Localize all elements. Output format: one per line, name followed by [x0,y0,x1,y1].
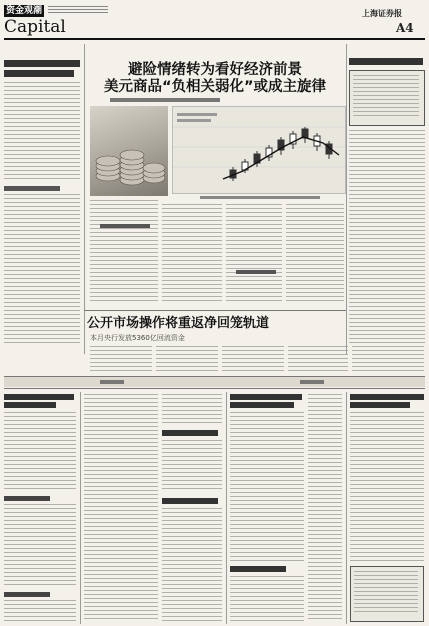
infobox-text [354,571,418,615]
column-divider [346,44,347,354]
main-body-col3 [226,204,282,304]
second-body-col5 [352,346,424,372]
bottom-col4-text [230,576,304,622]
main-subhead-bar [236,270,276,274]
main-body-col4 [286,204,344,304]
column-divider [84,44,85,354]
column-title-en: Capital [4,17,66,37]
candlesticks [230,127,332,181]
left-column [4,44,82,354]
bottom-col3-text [162,508,222,622]
bottom-col6-infobox [350,566,424,622]
masthead-dateline [48,6,108,15]
bottom-col6-headline [350,402,410,408]
ad-strip-label [300,380,324,384]
bottom-col1-text [4,600,76,622]
bottom-col5-text [308,394,342,622]
fx-chart-svg [173,107,345,193]
right-headline-bar [349,58,423,65]
column-divider [80,392,81,624]
bottom-col6-text [350,412,424,562]
main-headline [87,62,343,96]
fx-chart-graphic [172,106,346,194]
masthead [0,0,429,40]
byline-bar [110,98,220,102]
page-number: A4 [396,21,414,35]
left-body-text [4,194,80,344]
bottom-col1-text [4,504,76,588]
bottom-col4-headline [230,394,302,400]
bottom-col1-headline [4,394,74,400]
masthead-rule [4,38,425,40]
coins-illustration [90,106,168,196]
quote-box [349,70,425,126]
left-headline-bar [4,60,80,67]
bottom-col1-headline [4,402,56,408]
chart-legend-bar [177,113,217,116]
left-subhead-bar [4,186,60,191]
second-body-col1 [90,346,152,372]
column-divider [226,392,227,624]
ad-strip [4,377,425,387]
bottom-col3-headline [162,498,218,504]
left-body-text [4,82,80,180]
main-subhead-bar [100,224,150,228]
bottom-col1-text [4,412,76,492]
bottom-col3-text [162,440,222,492]
column-divider [346,392,347,624]
bottom-col1-subhead [4,496,50,501]
bottom-col3-headline [162,430,218,436]
column-title: 资金观潮 [5,6,42,16]
section-rule [84,310,346,311]
right-column [349,44,425,354]
main-headline-line1: 避险情绪转为看好经济前景 [128,62,302,78]
chart-legend-bar [177,119,211,122]
bottom-col4-subhead [230,566,286,572]
left-headline-bar [4,70,74,77]
bottom-col4-headline [230,402,294,408]
second-subheadline: 本月央行发放5360亿回流资金 [90,334,185,342]
bottom-col6-headline [350,394,424,400]
second-headline: 公开市场操作将重返净回笼轨道 [87,316,270,331]
ad-strip-bottom [4,388,425,389]
bottom-col4-text [230,412,304,562]
second-body-col2 [156,346,218,372]
second-body-col3 [222,346,284,372]
bottom-col3-text [162,394,222,424]
second-body-col4 [288,346,348,372]
paper-name: 上海证券报 [362,8,402,18]
ad-strip-label [100,380,124,384]
main-body-col2 [162,204,222,304]
chart-caption-bar [200,196,320,199]
right-body-text [349,130,425,344]
bottom-col1-subhead [4,592,50,597]
quote-box-text [353,75,419,119]
coins-photo [90,106,168,196]
bottom-col2-text [84,394,158,622]
main-headline-line2: 美元商品“负相关弱化”或成主旋律 [103,79,327,95]
main-body-col1 [90,200,158,304]
